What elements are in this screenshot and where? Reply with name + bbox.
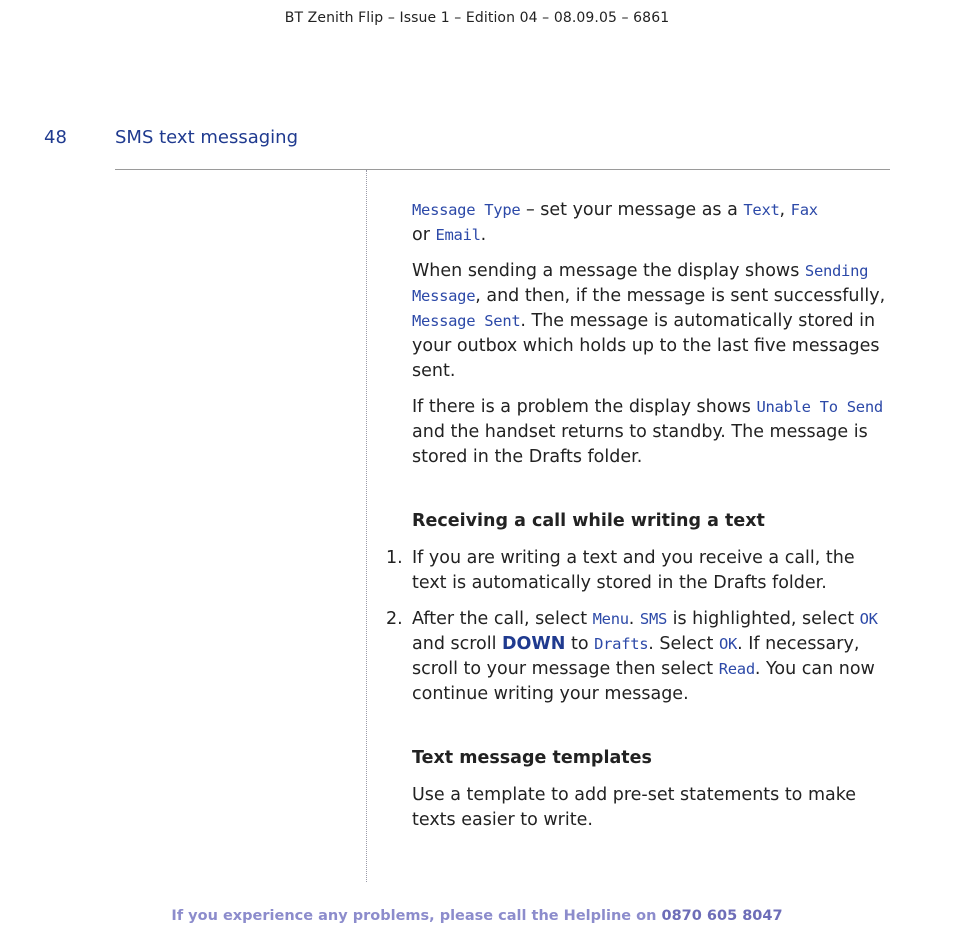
list-item [386,607,892,707]
lcd-text: OK [859,610,878,628]
lcd-text: OK [718,635,738,653]
heading-templates: Text message templates [412,748,652,768]
text-run: . Select [648,634,719,654]
text-run: and the handset returns to standby. The message is stored in the Drafts folder. [412,422,868,467]
keyword-down: DOWN [502,634,566,654]
lcd-text: Email [435,226,481,244]
text-run: . [628,609,640,629]
paragraph-problem [412,395,892,470]
text-run: . If necessary, scroll to your message then select [412,634,860,679]
text-run: , and then, if the message is sent successfully, [475,286,886,306]
text-run: to [565,634,595,654]
text-run: , [779,200,791,220]
helpline-footer [0,908,954,924]
section-title: SMS text messaging [115,127,299,148]
lcd-text: Read [718,660,755,678]
page-number: 48 [44,127,67,148]
text-run: is highlighted, select [667,609,860,629]
lcd-text: Unable To Send [756,398,883,416]
text-run: . You can now continue writing your message. [412,659,875,704]
paragraph-sending [412,259,892,384]
edition-line: BT Zenith Flip – Issue 1 – Edition 04 – 08.09.05 – 6861 [284,10,670,26]
text-run: If there is a problem the display shows [412,397,757,417]
lcd-text: Drafts [594,635,649,653]
text-run: and scroll [412,634,503,654]
text-run: or [412,225,436,245]
column-divider [366,170,367,882]
heading-receiving-call: Receiving a call while writing a text [412,511,765,531]
lcd-text: Text [743,201,780,219]
header-divider [115,169,890,170]
lcd-text: Message Sent [412,312,521,330]
step-number: 2. [386,609,403,629]
lcd-text: Menu [592,610,629,628]
lcd-text: SMS [639,610,668,628]
text-run: – set your message as a [520,200,744,220]
step-number: 1. [386,548,403,568]
text-run: When sending a message the display shows [412,261,805,281]
steps-list [386,546,892,707]
paragraph-templates: Use a template to add pre-set statements to make texts easier to write. [412,785,857,830]
lcd-text: Fax [790,201,818,219]
list-item [386,546,892,596]
lcd-text: Sending Message [412,262,869,305]
text-run: . The message is automatically stored in your outbox which holds up to the last five messages sent. [412,311,880,381]
footer-text: If you experience any problems, please call the Helpline on [171,908,662,924]
text-run: . [480,225,487,245]
text-run: After the call, select [412,609,593,629]
paragraph-message-type [412,198,892,248]
text-run: If you are writing a text and you receive a call, the text is automatically stored in the Drafts folder. [412,548,855,593]
helpline-phone: 0870 605 8047 [661,908,783,924]
main-content [386,198,892,844]
lcd-text: Message Type [412,201,521,219]
